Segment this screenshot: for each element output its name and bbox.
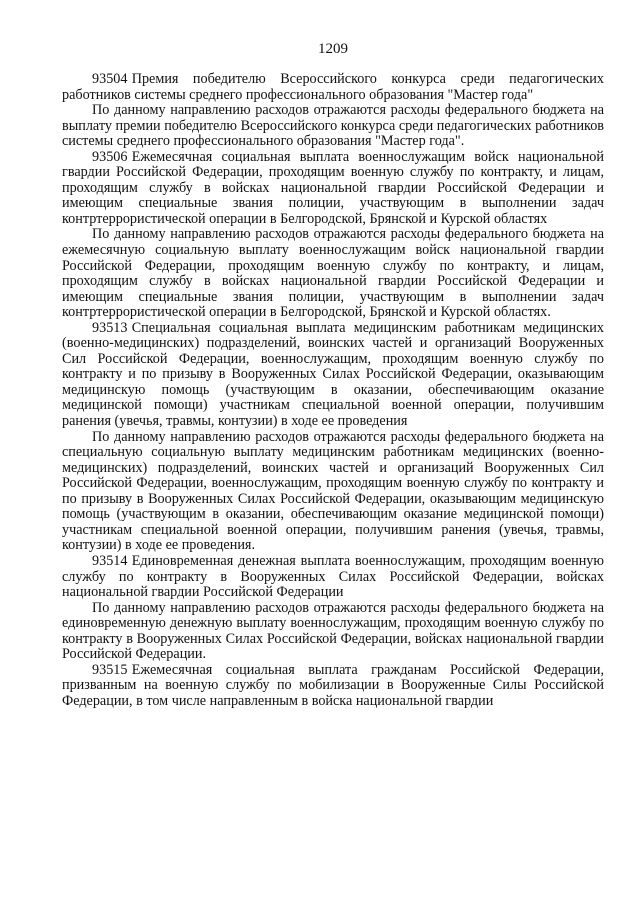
paragraph-93504-description	[62, 103, 604, 150]
paragraph-93514-title	[62, 554, 604, 601]
paragraph-93504-title	[62, 72, 604, 103]
paragraph-text: Единовременная денежная выплата военнослужащим, проходящим военную службу по контракту в Вооруженных Силах Российской Федерации, войсках национальной гвардии Российской Федерации	[62, 552, 604, 601]
expense-code: 93513	[92, 319, 128, 336]
expense-code: 93504	[92, 71, 128, 87]
expense-code: 93506	[92, 148, 128, 165]
paragraph-93506-description	[62, 227, 604, 320]
paragraph-text: Ежемесячная социальная выплата военнослужащим войск национальной гвардии Российской Федерации, проходящим военную службу по контракту, и лицам, проходящим службу в войсках национальной гвардии Российской Федерации и имеющим специальные звания полиции, участвующим в выполнении задач контртеррористической операции в Белгородской, Брянской и Курской областях	[62, 148, 604, 227]
paragraph-text: По данному направлению расходов отражаются расходы федерального бюджета на специальную социальную выплату медицинским работникам медицинских (военно-медицинских) подразделений, воинских частей и организаций Вооруженных Сил Российской Федерации, военнослужащим, проходящим военную службу по контракту и по призыву в Вооруженных Силах Российской Федерации, оказывающим медицинскую помощь (участвующим в оказании, обеспечивающим оказание медицинской помощи) участникам специальной военной операции, получившим ранения (увечья, травмы, контузии) в ходе ее проведения.	[62, 428, 604, 554]
paragraph-text: По данному направлению расходов отражаются расходы федерального бюджета на ежемесячную социальную выплату военнослужащим войск национальной гвардии Российской Федерации, проходящим военную службу по контракту, и лицам, проходящим службу в войсках национальной гвардии Российской Федерации и имеющим специальные звания полиции, участвующим в выполнении задач контртеррористической операции в Белгородской, Брянской и Курской областях.	[62, 226, 604, 321]
paragraph-text: Специальная социальная выплата медицинским работникам медицинских (военно-медицинских) подразделений, воинских частей и организаций Вооруженных Сил Российской Федерации, военнослужащим, проходящим военную службу по контракту и по призыву в Вооруженных Силах Российской Федерации, оказывающим медицинскую помощь (участвующим в оказании, обеспечивающим оказание медицинской помощи) участникам специальной военной операции, получившим ранения (увечья, травмы, контузии) в ходе ее проведения	[62, 319, 604, 430]
paragraph-text: По данному направлению расходов отражаются расходы федерального бюджета на единовременную денежную выплату военнослужащим, проходящим военную службу по контракту в Вооруженных Силах Российской Федерации, войсках национальной гвардии Российской Федерации.	[62, 599, 604, 663]
paragraph-93513-description	[62, 430, 604, 554]
paragraph-text: По данному направлению расходов отражаются расходы федерального бюджета на выплату премии победителю Всероссийского конкурса среди педагогических работников системы среднего профессионального образования "Мастер года".	[62, 102, 604, 150]
paragraph-93514-description	[62, 601, 604, 663]
paragraph-text: Премия победителю Всероссийского конкурса среди педагогических работников системы среднего профессионального образования "Мастер года"	[62, 71, 604, 103]
paragraph-text: Ежемесячная социальная выплата гражданам Российской Федерации, призванным на военную службу по мобилизации в Вооруженные Силы Российской Федерации, в том числе направленным в войска национальной гвардии	[62, 661, 604, 709]
page-number: 1209	[318, 41, 348, 57]
paragraph-93515-title	[62, 663, 604, 710]
paragraph-93506-title	[62, 150, 604, 228]
expense-code: 93515	[92, 661, 128, 678]
expense-code: 93514	[92, 552, 128, 569]
paragraph-93513-title	[62, 321, 604, 430]
